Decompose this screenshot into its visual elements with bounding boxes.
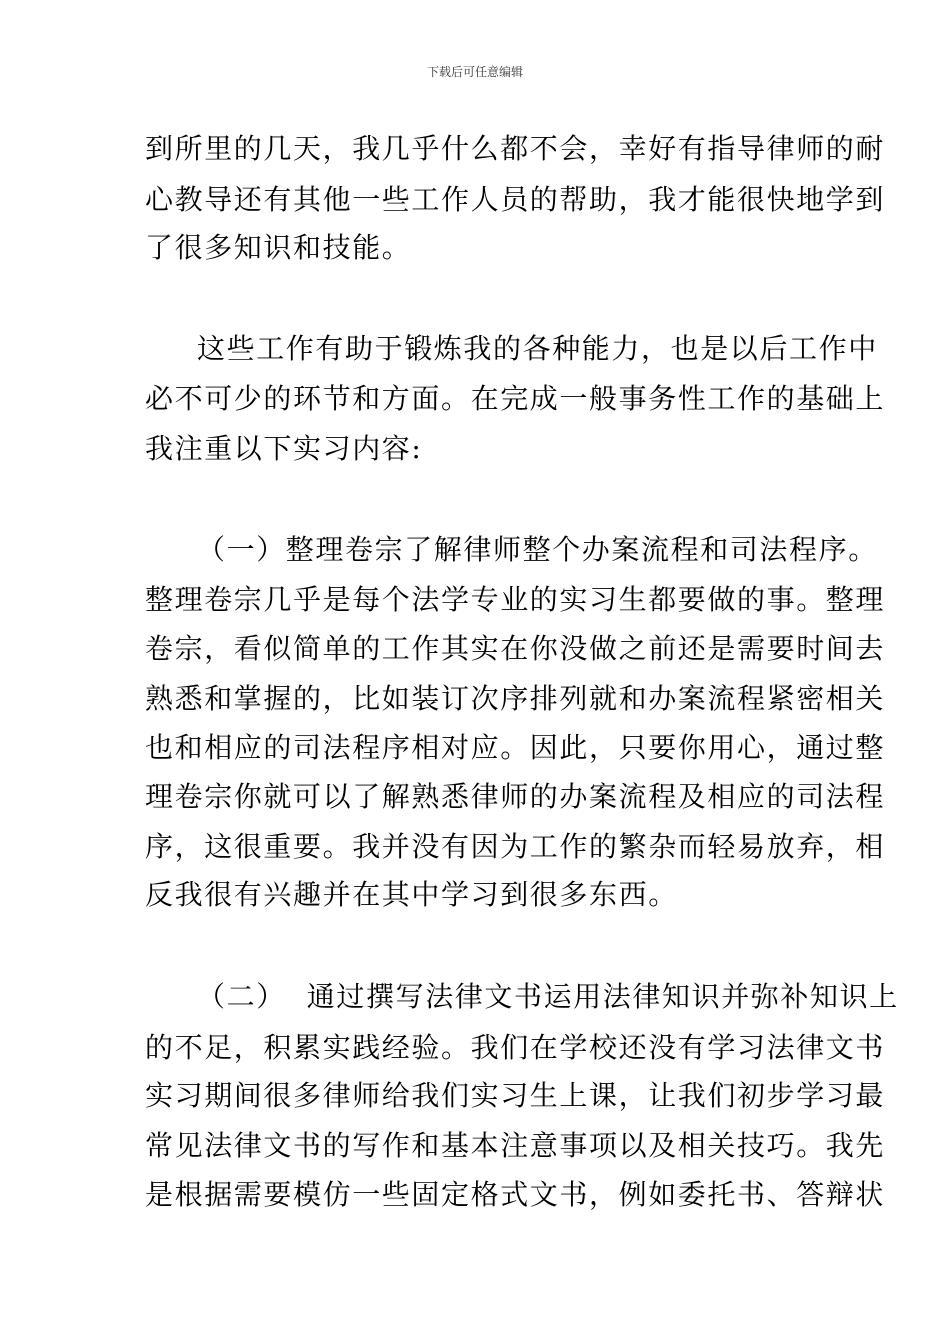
text-line: 反我很有兴趣并在其中学习到很多东西。	[145, 878, 678, 911]
text-line: 实习期间很多律师给我们实习生上课，让我们初步学习最	[145, 1079, 886, 1112]
text-line: 理卷宗你就可以了解熟悉律师的办案流程及相应的司法程	[145, 780, 886, 813]
text-line: 这些工作有助于锻炼我的各种能力，也是以后工作中	[197, 332, 878, 365]
text-line: （二） 通过撰写法律文书运用法律知识并弥补知识上	[197, 980, 899, 1013]
text-line: 常见法律文书的写作和基本注意事项以及相关技巧。我先	[145, 1129, 886, 1162]
text-line: 我注重以下实习内容:	[145, 432, 423, 465]
text-line: 必不可少的环节和方面。在完成一般事务性工作的基础上	[145, 382, 886, 415]
text-line: 整理卷宗几乎是每个法学专业的实习生都要做的事。整理	[145, 583, 886, 616]
text-line: 序，这很重要。我并没有因为工作的繁杂而轻易放弃，相	[145, 830, 886, 863]
text-line: 到所里的几天，我几乎什么都不会，幸好有指导律师的耐	[145, 132, 886, 165]
text-line: 是根据需要模仿一些固定格式文书，例如委托书、答辩状	[145, 1178, 886, 1211]
page-header: 下载后可任意编辑	[426, 65, 523, 79]
text-line: 也和相应的司法程序相对应。因此，只要你用心，通过整	[145, 731, 886, 764]
text-line: 了很多知识和技能。	[145, 231, 412, 264]
text-line: （一）整理卷宗了解律师整个办案流程和司法程序。	[197, 533, 878, 566]
text-line: 熟悉和掌握的，比如装订次序排列就和办案流程紧密相关	[145, 682, 886, 715]
text-line: 卷宗，看似简单的工作其实在你没做之前还是需要时间去	[145, 632, 886, 665]
text-line: 心教导还有其他一些工作人员的帮助，我才能很快地学到	[145, 183, 886, 216]
text-line: 的不足，积累实践经验。我们在学校还没有学习法律文书	[145, 1031, 886, 1064]
